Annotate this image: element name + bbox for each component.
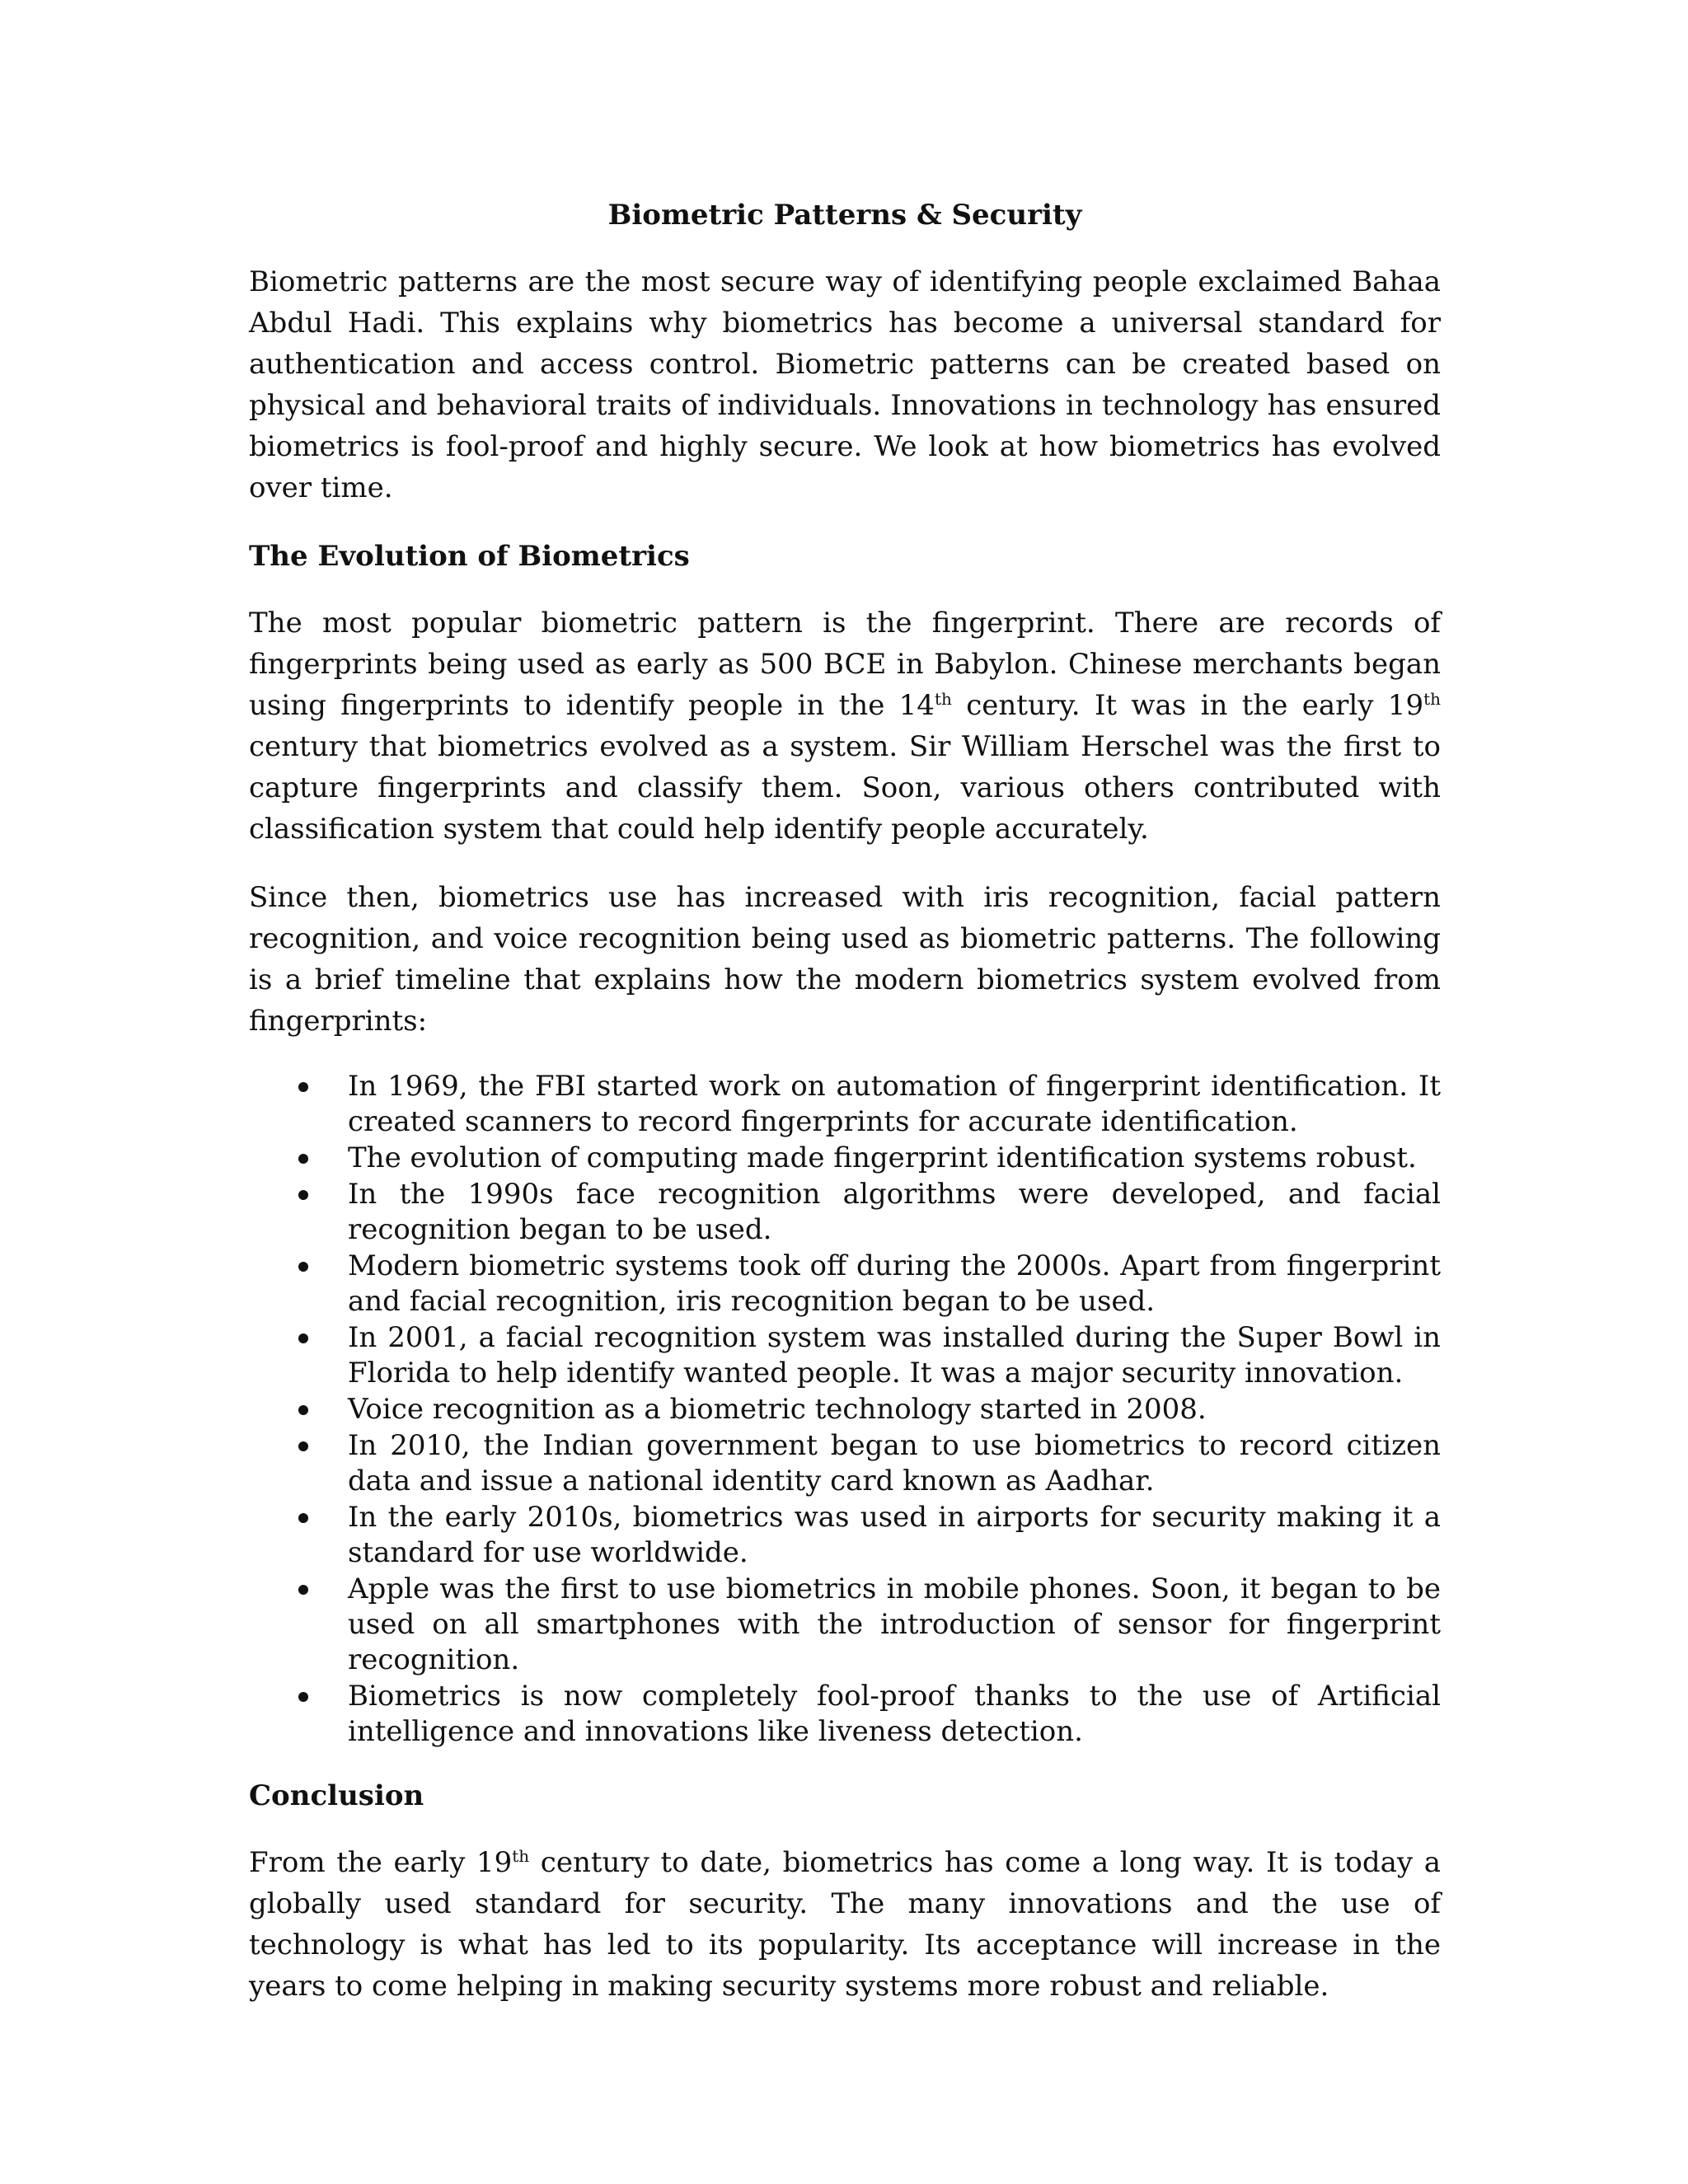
timeline-item-text: In 1969, the FBI started work on automation of fingerprint identification. It created scanners to record fingerprints for accurate identification. bbox=[348, 1070, 1441, 1138]
bullet-icon bbox=[298, 1405, 308, 1415]
bullet-icon bbox=[298, 1585, 308, 1595]
ordinal-suffix: th bbox=[1423, 689, 1441, 709]
timeline-list-item bbox=[249, 1572, 1441, 1678]
timeline-item-text: In the early 2010s, biometrics was used in airports for security making it a standard for use worldwide. bbox=[348, 1501, 1441, 1569]
timeline-item-text: In 2001, a facial recognition system was installed during the Super Bowl in Florida to help identify wanted people. It was a major security innovation. bbox=[348, 1321, 1441, 1390]
timeline-item-text: Voice recognition as a biometric technology started in 2008. bbox=[348, 1393, 1207, 1426]
conclusion-text-a: From the early 19 bbox=[249, 1846, 513, 1879]
timeline-list-item bbox=[249, 1069, 1441, 1140]
ordinal-suffix: th bbox=[512, 1846, 530, 1866]
bullet-icon bbox=[298, 1441, 308, 1451]
conclusion-text-b: century to date, biometrics has come a long way. It is today a globally used standard for security. The many innovations and the use of technology is what has led to its popularity. Its acceptance will increase in the years to come helping in making security systems more robust and reliable. bbox=[249, 1846, 1441, 2003]
timeline-item-text: Biometrics is now completely fool-proof thanks to the use of Artificial intelligence and innovations like liveness detection. bbox=[348, 1680, 1441, 1748]
bullet-icon bbox=[298, 1190, 308, 1200]
timeline-list bbox=[249, 1069, 1441, 1750]
timeline-item-text: The evolution of computing made fingerprint identification systems robust. bbox=[348, 1141, 1417, 1174]
timeline-list-item bbox=[249, 1249, 1441, 1319]
bullet-icon bbox=[298, 1692, 308, 1702]
evolution-paragraph-1 bbox=[249, 602, 1441, 850]
timeline-item-text: Modern biometric systems took off during the 2000s. Apart from fingerprint and facial recognition, iris recognition began to be used. bbox=[348, 1249, 1441, 1318]
timeline-list-item bbox=[249, 1500, 1441, 1571]
timeline-list-item bbox=[249, 1679, 1441, 1750]
document-body bbox=[249, 194, 1441, 2034]
bullet-icon bbox=[298, 1082, 308, 1092]
document-title: Biometric Patterns & Security bbox=[607, 199, 1082, 232]
bullet-icon bbox=[298, 1513, 308, 1523]
conclusion-paragraph bbox=[249, 1842, 1441, 2007]
timeline-list-item bbox=[249, 1177, 1441, 1248]
section-heading-conclusion: Conclusion bbox=[249, 1779, 424, 1812]
timeline-item-text: In 2010, the Indian government began to use biometrics to record citizen data and issue a national identity card known as Aadhar. bbox=[348, 1429, 1441, 1497]
timeline-item-text: Apple was the first to use biometrics in mobile phones. Soon, it began to be used on all smartphones with the introduction of sensor for fingerprint recognition. bbox=[348, 1572, 1441, 1676]
ordinal-suffix: th bbox=[934, 689, 952, 709]
timeline-list-item bbox=[249, 1141, 1441, 1176]
intro-paragraph: Biometric patterns are the most secure way of identifying people exclaimed Bahaa Abdul Hadi. This explains why biometrics has become a universal standard for authentication and access control. Biometric patterns can be created based on physical and behavioral traits of individuals. Innovations in technology has ensured biometrics is fool-proof and highly secure. We look at how biometrics has evolved over time. bbox=[249, 265, 1441, 504]
timeline-item-text: In the 1990s face recognition algorithms were developed, and facial recognition began to be used. bbox=[348, 1178, 1441, 1246]
evolution-text-b: century. It was in the early 19 bbox=[951, 689, 1424, 722]
bullet-icon bbox=[298, 1154, 308, 1164]
bullet-icon bbox=[298, 1262, 308, 1272]
evolution-paragraph-2: Since then, biometrics use has increased with iris recognition, facial pattern recognition, and voice recognition being used as biometric patterns. The following is a brief timeline that explains how the modern biometrics system evolved from fingerprints: bbox=[249, 881, 1441, 1038]
timeline-list-item bbox=[249, 1320, 1441, 1391]
bullet-icon bbox=[298, 1333, 308, 1343]
timeline-list-item bbox=[249, 1392, 1441, 1427]
evolution-text-c: century that biometrics evolved as a system. Sir William Herschel was the first to capture fingerprints and classify them. Soon, various others contributed with classification system that could help identify people accurately. bbox=[249, 730, 1441, 846]
evolution-text-a: The most popular biometric pattern is the fingerprint. There are records of fingerprints being used as early as 500 BCE in Babylon. Chinese merchants began using fingerprints to identify people in the 14 bbox=[249, 607, 1441, 722]
timeline-list-item bbox=[249, 1428, 1441, 1499]
section-heading-evolution: The Evolution of Biometrics bbox=[249, 540, 690, 573]
